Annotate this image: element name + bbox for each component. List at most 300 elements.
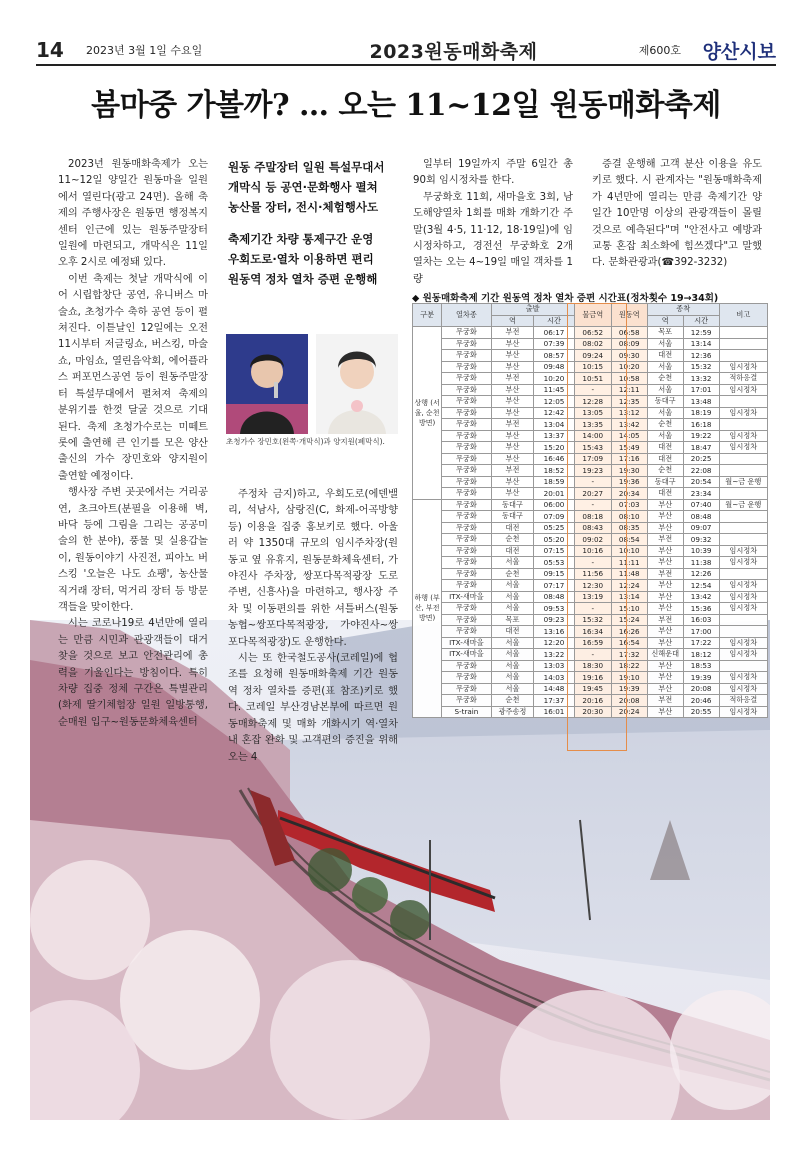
col-header-station: 역 bbox=[647, 315, 683, 327]
table-row bbox=[413, 603, 768, 615]
subheads bbox=[228, 157, 396, 289]
col-header-time: 시간 bbox=[683, 315, 719, 327]
table-cell: 13:42 bbox=[683, 591, 719, 603]
table-cell bbox=[719, 396, 767, 408]
table-cell: 동대구 bbox=[491, 511, 534, 523]
table-cell: 부산 bbox=[491, 442, 534, 454]
table-cell: 15:49 bbox=[611, 442, 647, 454]
table-cell: 광주송정 bbox=[491, 706, 534, 718]
subhead-line: 원동역 정차 열차 증편 운행해 bbox=[228, 272, 378, 286]
table-cell: 임시정차 bbox=[719, 649, 767, 661]
table-cell: 목포 bbox=[491, 614, 534, 626]
table-cell: 15:43 bbox=[574, 442, 611, 454]
table-cell: 13:37 bbox=[534, 430, 574, 442]
table-cell: 부전 bbox=[647, 695, 683, 707]
table-cell: 12:42 bbox=[534, 407, 574, 419]
table-cell: 10:20 bbox=[534, 373, 574, 385]
col-header-gubun: 구분 bbox=[413, 304, 442, 327]
table-cell: 18:52 bbox=[534, 465, 574, 477]
table-cell: 대전 bbox=[647, 442, 683, 454]
table-cell bbox=[719, 488, 767, 500]
photo-caption: 초청가수 장민호(왼쪽·개막식)과 양지원(폐막식). bbox=[226, 437, 385, 446]
table-cell: 07:40 bbox=[683, 499, 719, 511]
table-cell: 19:16 bbox=[574, 672, 611, 684]
table-row bbox=[413, 453, 768, 465]
table-cell: 14:48 bbox=[534, 683, 574, 695]
col-header-time: 시간 bbox=[534, 315, 574, 327]
table-cell: 부산 bbox=[491, 453, 534, 465]
table-cell: 17:37 bbox=[534, 695, 574, 707]
table-cell: 12:28 bbox=[574, 396, 611, 408]
table-cell: 무궁화 bbox=[442, 683, 491, 695]
table-row bbox=[413, 614, 768, 626]
table-cell bbox=[719, 626, 767, 638]
table-row bbox=[413, 695, 768, 707]
article-column-1 bbox=[58, 157, 208, 731]
table-cell: 18:12 bbox=[683, 649, 719, 661]
table-cell: 서울 bbox=[491, 649, 534, 661]
table-cell: 부산 bbox=[491, 338, 534, 350]
table-cell: 부산 bbox=[491, 488, 534, 500]
table-cell: 06:58 bbox=[611, 327, 647, 339]
table-cell: 11:56 bbox=[574, 568, 611, 580]
table-cell: 09:24 bbox=[574, 350, 611, 362]
table-cell: 동대구 bbox=[647, 476, 683, 488]
table-row bbox=[413, 396, 768, 408]
col-header-wondong: 원동역 bbox=[611, 304, 647, 327]
table-cell: 20:55 bbox=[683, 706, 719, 718]
table-cell: 부산 bbox=[647, 637, 683, 649]
table-cell: 임시정차 bbox=[719, 683, 767, 695]
table-cell: 13:32 bbox=[683, 373, 719, 385]
table-cell: 16:34 bbox=[574, 626, 611, 638]
table-row bbox=[413, 672, 768, 684]
table-cell: 부전 bbox=[647, 568, 683, 580]
table-row bbox=[413, 626, 768, 638]
timetable-title: ◆ 원동매화축제 기간 원동역 정차 열차 증편 시간표(정차횟수 19→34회) bbox=[412, 293, 719, 304]
table-cell: 14:03 bbox=[534, 672, 574, 684]
table-cell: 부산 bbox=[491, 396, 534, 408]
table-cell: 부산 bbox=[647, 706, 683, 718]
table-cell: 07:39 bbox=[534, 338, 574, 350]
table-cell: 임시정차 bbox=[719, 557, 767, 569]
table-cell: 08:18 bbox=[574, 511, 611, 523]
train-timetable bbox=[412, 303, 768, 718]
table-cell: 부산 bbox=[491, 407, 534, 419]
table-cell: 22:08 bbox=[683, 465, 719, 477]
table-cell: 무궁화 bbox=[442, 580, 491, 592]
table-cell: 서울 bbox=[491, 683, 534, 695]
table-cell: 13:14 bbox=[611, 591, 647, 603]
table-row bbox=[413, 557, 768, 569]
issue-date: 2023년 3월 1일 수요일 bbox=[86, 44, 203, 57]
table-cell: 08:57 bbox=[534, 350, 574, 362]
table-cell bbox=[719, 327, 767, 339]
table-cell: 12:30 bbox=[574, 580, 611, 592]
table-cell: 대전 bbox=[647, 453, 683, 465]
table-cell: 05:53 bbox=[534, 557, 574, 569]
table-cell: 임시정차 bbox=[719, 637, 767, 649]
table-cell bbox=[719, 522, 767, 534]
table-cell: 무궁화 bbox=[442, 430, 491, 442]
table-cell: 서울 bbox=[491, 672, 534, 684]
table-row bbox=[413, 488, 768, 500]
table-row bbox=[413, 660, 768, 672]
table-cell: 09:02 bbox=[574, 534, 611, 546]
table-row bbox=[413, 442, 768, 454]
table-cell: 서울 bbox=[647, 361, 683, 373]
table-cell: 부전 bbox=[647, 614, 683, 626]
table-cell: 19:23 bbox=[574, 465, 611, 477]
table-row bbox=[413, 430, 768, 442]
col-header-mulgeum: 물금역 bbox=[574, 304, 611, 327]
table-cell: 임시정차 bbox=[719, 430, 767, 442]
table-row bbox=[413, 476, 768, 488]
table-cell: 임시정차 bbox=[719, 407, 767, 419]
table-cell: 17:09 bbox=[574, 453, 611, 465]
table-row bbox=[413, 637, 768, 649]
table-cell: 10:58 bbox=[611, 373, 647, 385]
table-cell: 서울 bbox=[647, 430, 683, 442]
table-cell: 무궁화 bbox=[442, 442, 491, 454]
table-cell bbox=[719, 453, 767, 465]
table-cell bbox=[719, 534, 767, 546]
table-cell: 19:10 bbox=[611, 672, 647, 684]
paragraph: 증결 운행해 고객 분산 이용을 유도키로 했다. 시 관계자는 "원동매화축제가 4년만에 열리는 만큼 축제기간 양일간 10만명 이상의 관광객들이 몰릴 것으로 예측된다"며 "안전사고 예방과 교통 혼잡 최소화에 힘쓰겠다"고 말했다. 문화관광과(☎392-3232) bbox=[592, 159, 762, 269]
table-cell: 부산 bbox=[647, 580, 683, 592]
table-cell: 무궁화 bbox=[442, 453, 491, 465]
table-cell: 11:38 bbox=[683, 557, 719, 569]
table-cell bbox=[719, 465, 767, 477]
table-cell: 17:01 bbox=[683, 384, 719, 396]
table-cell: 적하응결 bbox=[719, 695, 767, 707]
table-cell: 15:20 bbox=[534, 442, 574, 454]
table-row bbox=[413, 361, 768, 373]
table-cell: 06:52 bbox=[574, 327, 611, 339]
table-cell: 대전 bbox=[491, 545, 534, 557]
table-cell: 무궁화 bbox=[442, 511, 491, 523]
table-cell: 20:16 bbox=[574, 695, 611, 707]
table-row bbox=[413, 580, 768, 592]
table-cell: 05:25 bbox=[534, 522, 574, 534]
table-cell: 부산 bbox=[491, 430, 534, 442]
table-cell: 09:07 bbox=[683, 522, 719, 534]
table-cell: 무궁화 bbox=[442, 396, 491, 408]
table-cell: 09:15 bbox=[534, 568, 574, 580]
table-cell: 20:01 bbox=[534, 488, 574, 500]
table-cell: 13:03 bbox=[534, 660, 574, 672]
table-cell: 19:39 bbox=[683, 672, 719, 684]
paragraph: 시는 또 한국철도공사(코레일)에 협조를 요청해 원동매화축제 기간 원동역 정차 열차를 증편(표 참조)키로 했다. 코레일 부산경남본부에 따르면 원동매화축제 및 매화 개화시기 역·열차내 혼잡 완화 및 고객편의 증진을 위해 오는 4 bbox=[228, 653, 398, 763]
table-cell: 15:10 bbox=[611, 603, 647, 615]
table-cell: 무궁화 bbox=[442, 695, 491, 707]
table-cell bbox=[719, 614, 767, 626]
table-cell: 동대구 bbox=[647, 396, 683, 408]
table-cell: 부전 bbox=[491, 373, 534, 385]
table-cell: 부산 bbox=[647, 603, 683, 615]
page-number: 14 bbox=[36, 38, 64, 62]
table-cell bbox=[719, 660, 767, 672]
table-cell bbox=[719, 350, 767, 362]
table-cell: 12:59 bbox=[683, 327, 719, 339]
table-cell bbox=[719, 419, 767, 431]
subhead-line: 원동 주말장터 일원 특설무대서 bbox=[228, 160, 385, 174]
table-cell: 부산 bbox=[491, 350, 534, 362]
table-cell: 09:32 bbox=[683, 534, 719, 546]
table-cell: 적하응결 bbox=[719, 373, 767, 385]
table-cell: 14:00 bbox=[574, 430, 611, 442]
table-cell: ITX-새마을 bbox=[442, 591, 491, 603]
table-row bbox=[413, 338, 768, 350]
table-cell: 임시정차 bbox=[719, 384, 767, 396]
table-row bbox=[413, 522, 768, 534]
table-cell: 19:30 bbox=[611, 465, 647, 477]
table-cell: 08:54 bbox=[611, 534, 647, 546]
table-cell: 월~금 운행 bbox=[719, 476, 767, 488]
table-cell: 11:48 bbox=[611, 568, 647, 580]
newspaper-logo: 양산시보 bbox=[702, 40, 776, 63]
table-cell: 17:16 bbox=[611, 453, 647, 465]
table-cell: 부전 bbox=[491, 419, 534, 431]
table-cell: 부산 bbox=[647, 522, 683, 534]
table-cell: 11:11 bbox=[611, 557, 647, 569]
table-cell: 12:05 bbox=[534, 396, 574, 408]
table-cell: 임시정차 bbox=[719, 442, 767, 454]
table-cell: 23:34 bbox=[683, 488, 719, 500]
table-cell: 무궁화 bbox=[442, 419, 491, 431]
table-cell: 20:30 bbox=[574, 706, 611, 718]
table-cell: 동대구 bbox=[491, 499, 534, 511]
table-cell: 12:35 bbox=[611, 396, 647, 408]
table-cell: 무궁화 bbox=[442, 557, 491, 569]
col-header-station: 역 bbox=[491, 315, 534, 327]
table-cell: 20:27 bbox=[574, 488, 611, 500]
paragraph: 무궁화호 11회, 새마을호 3회, 남도해양열차 1회를 매화 개화기간 주말(3월 4·5, 11·12, 18·19일)에 임시정차하고, 경전선 무궁화호 2개 열차는 오는 4~19일 매일 객차를 1량 bbox=[413, 191, 573, 285]
table-cell: 19:36 bbox=[611, 476, 647, 488]
table-cell: 08:48 bbox=[534, 591, 574, 603]
article-column-5 bbox=[592, 157, 762, 272]
timetable-body bbox=[413, 327, 768, 718]
table-cell: 무궁화 bbox=[442, 488, 491, 500]
table-cell: 19:39 bbox=[611, 683, 647, 695]
table-cell: 13:16 bbox=[534, 626, 574, 638]
table-cell: 무궁화 bbox=[442, 534, 491, 546]
table-cell: 17:00 bbox=[683, 626, 719, 638]
subhead-line: 축제기간 차량 통제구간 운영 bbox=[228, 232, 374, 246]
table-cell: 09:48 bbox=[534, 361, 574, 373]
table-cell bbox=[719, 511, 767, 523]
table-cell: - bbox=[574, 649, 611, 661]
table-cell: 07:15 bbox=[534, 545, 574, 557]
table-cell: 대전 bbox=[647, 488, 683, 500]
table-cell: 18:22 bbox=[611, 660, 647, 672]
table-cell: 부전 bbox=[491, 327, 534, 339]
table-cell: 순천 bbox=[647, 373, 683, 385]
table-cell: 서울 bbox=[491, 603, 534, 615]
table-cell: 18:59 bbox=[534, 476, 574, 488]
table-cell: 20:24 bbox=[611, 706, 647, 718]
table-row bbox=[413, 350, 768, 362]
table-cell: 15:32 bbox=[574, 614, 611, 626]
table-cell: - bbox=[574, 476, 611, 488]
table-cell: 12:36 bbox=[683, 350, 719, 362]
table-cell: 13:12 bbox=[611, 407, 647, 419]
portrait-yang-jiwon bbox=[316, 334, 398, 434]
table-cell: 부산 bbox=[491, 384, 534, 396]
table-row bbox=[413, 327, 768, 339]
table-cell: 부산 bbox=[647, 557, 683, 569]
table-row bbox=[413, 649, 768, 661]
table-cell: 임시정차 bbox=[719, 361, 767, 373]
table-cell: 05:20 bbox=[534, 534, 574, 546]
col-header-train: 열차종 bbox=[442, 304, 491, 327]
table-cell: 무궁화 bbox=[442, 384, 491, 396]
direction-group-label: 하행 (부산, 부전 방면) bbox=[413, 499, 442, 718]
table-cell: 10:16 bbox=[574, 545, 611, 557]
masthead bbox=[36, 36, 776, 66]
table-cell: 16:46 bbox=[534, 453, 574, 465]
table-row bbox=[413, 465, 768, 477]
table-cell: 09:53 bbox=[534, 603, 574, 615]
table-cell: 15:24 bbox=[611, 614, 647, 626]
table-cell: 19:22 bbox=[683, 430, 719, 442]
table-cell: 임시정차 bbox=[719, 591, 767, 603]
issue-number: 제600호 bbox=[638, 44, 681, 57]
table-cell: 부산 bbox=[647, 499, 683, 511]
table-cell: 16:18 bbox=[683, 419, 719, 431]
table-cell bbox=[719, 338, 767, 350]
table-cell: 08:02 bbox=[574, 338, 611, 350]
table-row bbox=[413, 591, 768, 603]
paragraph: 행사장 주변 곳곳에서는 거리공연, 초크아트(분필을 이용해 벽, 바닥 등에 그림을 그리는 공공미술의 한 분야), 풍물 및 실용갑놀이, 원동이야기 사진전, 피아노 버스킹 '오늘은 나도 쇼팽', 농산물 직거래 장터, 먹거리 장터 등 방문객들을 맞이한다. bbox=[58, 487, 208, 613]
table-cell: 부산 bbox=[491, 476, 534, 488]
headline: 봄마중 가볼까? … 오는 11~12일 원동매화축제 bbox=[91, 88, 721, 123]
table-cell: 19:45 bbox=[574, 683, 611, 695]
table-cell: ITX-새마을 bbox=[442, 649, 491, 661]
table-cell: 06:00 bbox=[534, 499, 574, 511]
table-cell: 서울 bbox=[491, 637, 534, 649]
table-cell: 20:08 bbox=[683, 683, 719, 695]
article-column-4 bbox=[413, 157, 573, 288]
table-cell: 무궁화 bbox=[442, 465, 491, 477]
table-cell: 부산 bbox=[647, 626, 683, 638]
table-cell: 14:05 bbox=[611, 430, 647, 442]
subhead-line: 농산물 장터, 전시·체험행사도 bbox=[228, 200, 379, 214]
table-cell: 부산 bbox=[647, 511, 683, 523]
table-cell: 18:19 bbox=[683, 407, 719, 419]
table-cell: ITX-새마을 bbox=[442, 637, 491, 649]
table-cell: 무궁화 bbox=[442, 350, 491, 362]
subhead-line: 우회도로·열차 이용하면 편리 bbox=[228, 252, 374, 266]
table-cell: 부전 bbox=[647, 534, 683, 546]
table-row bbox=[413, 499, 768, 511]
table-cell: 무궁화 bbox=[442, 499, 491, 511]
table-cell: 부산 bbox=[647, 683, 683, 695]
table-cell: 07:03 bbox=[611, 499, 647, 511]
table-cell: 16:26 bbox=[611, 626, 647, 638]
table-cell: 12:54 bbox=[683, 580, 719, 592]
table-cell: 부산 bbox=[647, 672, 683, 684]
table-row bbox=[413, 568, 768, 580]
col-header-depart: 출발 bbox=[491, 304, 574, 316]
table-row bbox=[413, 384, 768, 396]
table-cell: - bbox=[574, 499, 611, 511]
table-cell: 15:36 bbox=[683, 603, 719, 615]
table-cell: 순천 bbox=[647, 465, 683, 477]
table-row bbox=[413, 683, 768, 695]
table-cell: 무궁화 bbox=[442, 568, 491, 580]
table-cell: - bbox=[574, 557, 611, 569]
table-cell: 15:32 bbox=[683, 361, 719, 373]
table-cell: 08:43 bbox=[574, 522, 611, 534]
table-cell: 임시정차 bbox=[719, 603, 767, 615]
table-cell: 06:17 bbox=[534, 327, 574, 339]
table-cell: 무궁화 bbox=[442, 522, 491, 534]
table-cell: 17:32 bbox=[611, 649, 647, 661]
table-row bbox=[413, 534, 768, 546]
table-cell: 서울 bbox=[647, 407, 683, 419]
table-cell: 16:59 bbox=[574, 637, 611, 649]
table-cell: 임시정차 bbox=[719, 706, 767, 718]
table-cell: 08:48 bbox=[683, 511, 719, 523]
table-cell: 09:30 bbox=[611, 350, 647, 362]
table-cell: 대전 bbox=[491, 626, 534, 638]
table-cell: 무궁화 bbox=[442, 545, 491, 557]
table-cell: 08:09 bbox=[611, 338, 647, 350]
table-cell: 12:20 bbox=[534, 637, 574, 649]
table-row bbox=[413, 407, 768, 419]
table-cell: 서울 bbox=[647, 338, 683, 350]
table-cell: 서울 bbox=[647, 384, 683, 396]
table-cell: 10:20 bbox=[611, 361, 647, 373]
table-cell: 무궁화 bbox=[442, 338, 491, 350]
table-cell: 무궁화 bbox=[442, 660, 491, 672]
table-cell: 무궁화 bbox=[442, 373, 491, 385]
table-cell: 무궁화 bbox=[442, 327, 491, 339]
table-cell: 순천 bbox=[491, 695, 534, 707]
table-cell: 12:24 bbox=[611, 580, 647, 592]
table-cell: 10:39 bbox=[683, 545, 719, 557]
table-row bbox=[413, 511, 768, 523]
table-cell: 대전 bbox=[647, 350, 683, 362]
table-cell: 부산 bbox=[647, 545, 683, 557]
table-cell: 11:45 bbox=[534, 384, 574, 396]
table-row bbox=[413, 706, 768, 718]
table-cell: 10:15 bbox=[574, 361, 611, 373]
table-cell: 07:17 bbox=[534, 580, 574, 592]
table-cell: 18:47 bbox=[683, 442, 719, 454]
table-cell: 부산 bbox=[491, 361, 534, 373]
table-cell: 13:05 bbox=[574, 407, 611, 419]
table-cell: 20:25 bbox=[683, 453, 719, 465]
col-header-note: 비고 bbox=[719, 304, 767, 327]
table-cell bbox=[719, 568, 767, 580]
table-cell: 09:23 bbox=[534, 614, 574, 626]
table-cell: 서울 bbox=[491, 580, 534, 592]
table-cell: 부전 bbox=[491, 465, 534, 477]
table-cell: 17:22 bbox=[683, 637, 719, 649]
table-row bbox=[413, 545, 768, 557]
table-cell: 무궁화 bbox=[442, 476, 491, 488]
table-cell: 13:14 bbox=[683, 338, 719, 350]
table-cell: 18:53 bbox=[683, 660, 719, 672]
table-cell: 부산 bbox=[647, 660, 683, 672]
table-cell: - bbox=[574, 603, 611, 615]
table-cell: 서울 bbox=[491, 557, 534, 569]
table-row bbox=[413, 419, 768, 431]
table-cell: 08:10 bbox=[611, 511, 647, 523]
table-cell: 부산 bbox=[647, 591, 683, 603]
